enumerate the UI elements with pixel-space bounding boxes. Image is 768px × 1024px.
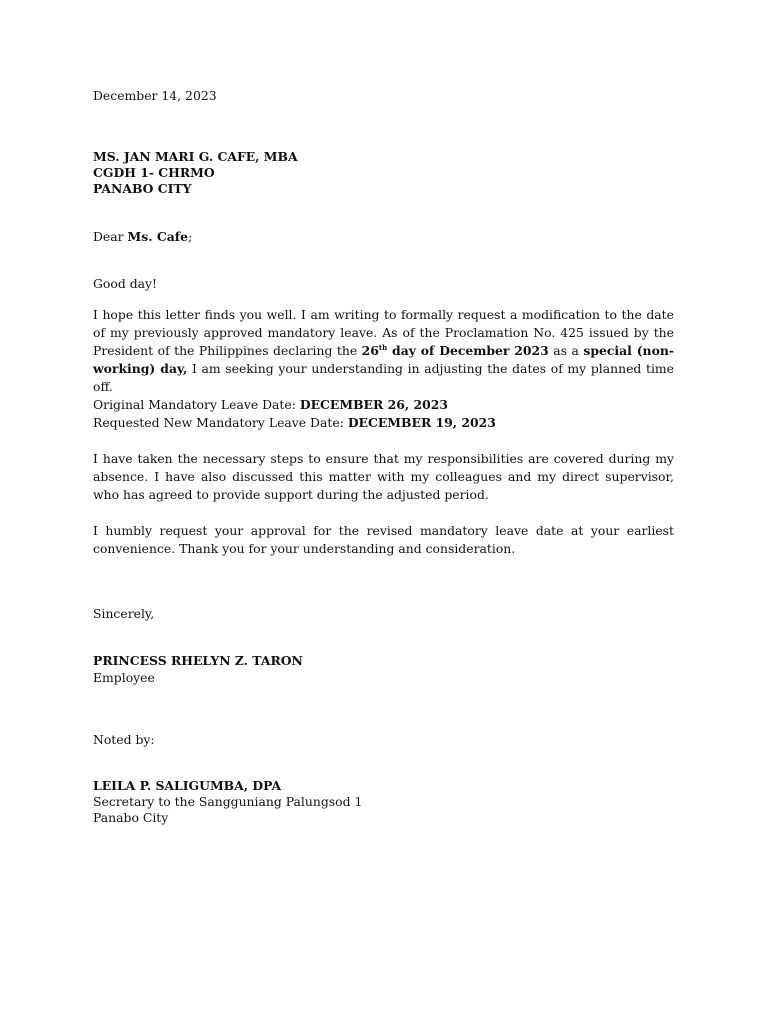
special-day-label: special (non-working) day,	[93, 343, 674, 376]
salutation-name: Ms. Cafe	[127, 229, 188, 244]
body-paragraph-2: I have taken the necessary steps to ensure that my responsibilities are covered during my absence. I have also discussed this matter with my colleagues and my direct supervisor, who has agreed to provide support during the adjusted period.	[93, 451, 674, 502]
sender-name: PRINCESS RHELYN Z. TARON	[93, 653, 303, 668]
salutation-prefix: Dear	[93, 229, 128, 244]
noter-block	[93, 778, 674, 826]
holiday-day-suffix: th	[378, 342, 388, 352]
holiday-date	[362, 343, 549, 358]
original-leave-label: Original Mandatory Leave Date:	[93, 397, 300, 412]
sender-title: Employee	[93, 670, 155, 685]
salutation-suffix: ;	[187, 229, 193, 244]
closing: Sincerely,	[93, 606, 155, 621]
requested-leave-date	[93, 414, 674, 432]
requested-leave-label: Requested New Mandatory Leave Date:	[93, 415, 348, 430]
noter-city: Panabo City	[93, 810, 169, 825]
greeting: Good day!	[93, 276, 157, 291]
holiday-day-number: 26	[361, 343, 379, 358]
body-paragraph-3: I humbly request your approval for the revised mandatory leave date at your earliest convenience. Thank you for your understanding and consideration.	[93, 523, 674, 556]
body-paragraph-1	[93, 306, 674, 396]
recipient-name: MS. JAN MARI G. CAFE, MBA	[93, 149, 298, 164]
paragraph1-part2: as a	[548, 343, 584, 358]
paragraph1-part3: I am seeking your understanding in adjusting the dates of my planned time off.	[93, 361, 674, 394]
leave-dates-block	[93, 396, 674, 432]
original-leave-date	[93, 396, 674, 414]
paragraph1-part1: I hope this letter finds you well. I am writing to formally request a modification to the date of my previously approved mandatory leave. As of the Proclamation No. 425 issued by the President of the Philippines declaring the	[93, 307, 674, 358]
letter-date: December 14, 2023	[93, 88, 217, 103]
recipient-office: CGDH 1- CHRMO	[93, 165, 215, 180]
sender-block	[93, 652, 674, 686]
recipient-city: PANABO CITY	[93, 181, 192, 196]
holiday-day-rest: day of December 2023	[387, 343, 549, 358]
salutation	[93, 228, 674, 246]
noter-title: Secretary to the Sangguniang Palungsod 1	[93, 794, 363, 809]
noted-by-label: Noted by:	[93, 732, 155, 747]
recipient-block	[93, 149, 674, 197]
noter-name: LEILA P. SALIGUMBA, DPA	[93, 778, 282, 793]
requested-leave-value: DECEMBER 19, 2023	[347, 415, 496, 430]
original-leave-value: DECEMBER 26, 2023	[299, 397, 448, 412]
